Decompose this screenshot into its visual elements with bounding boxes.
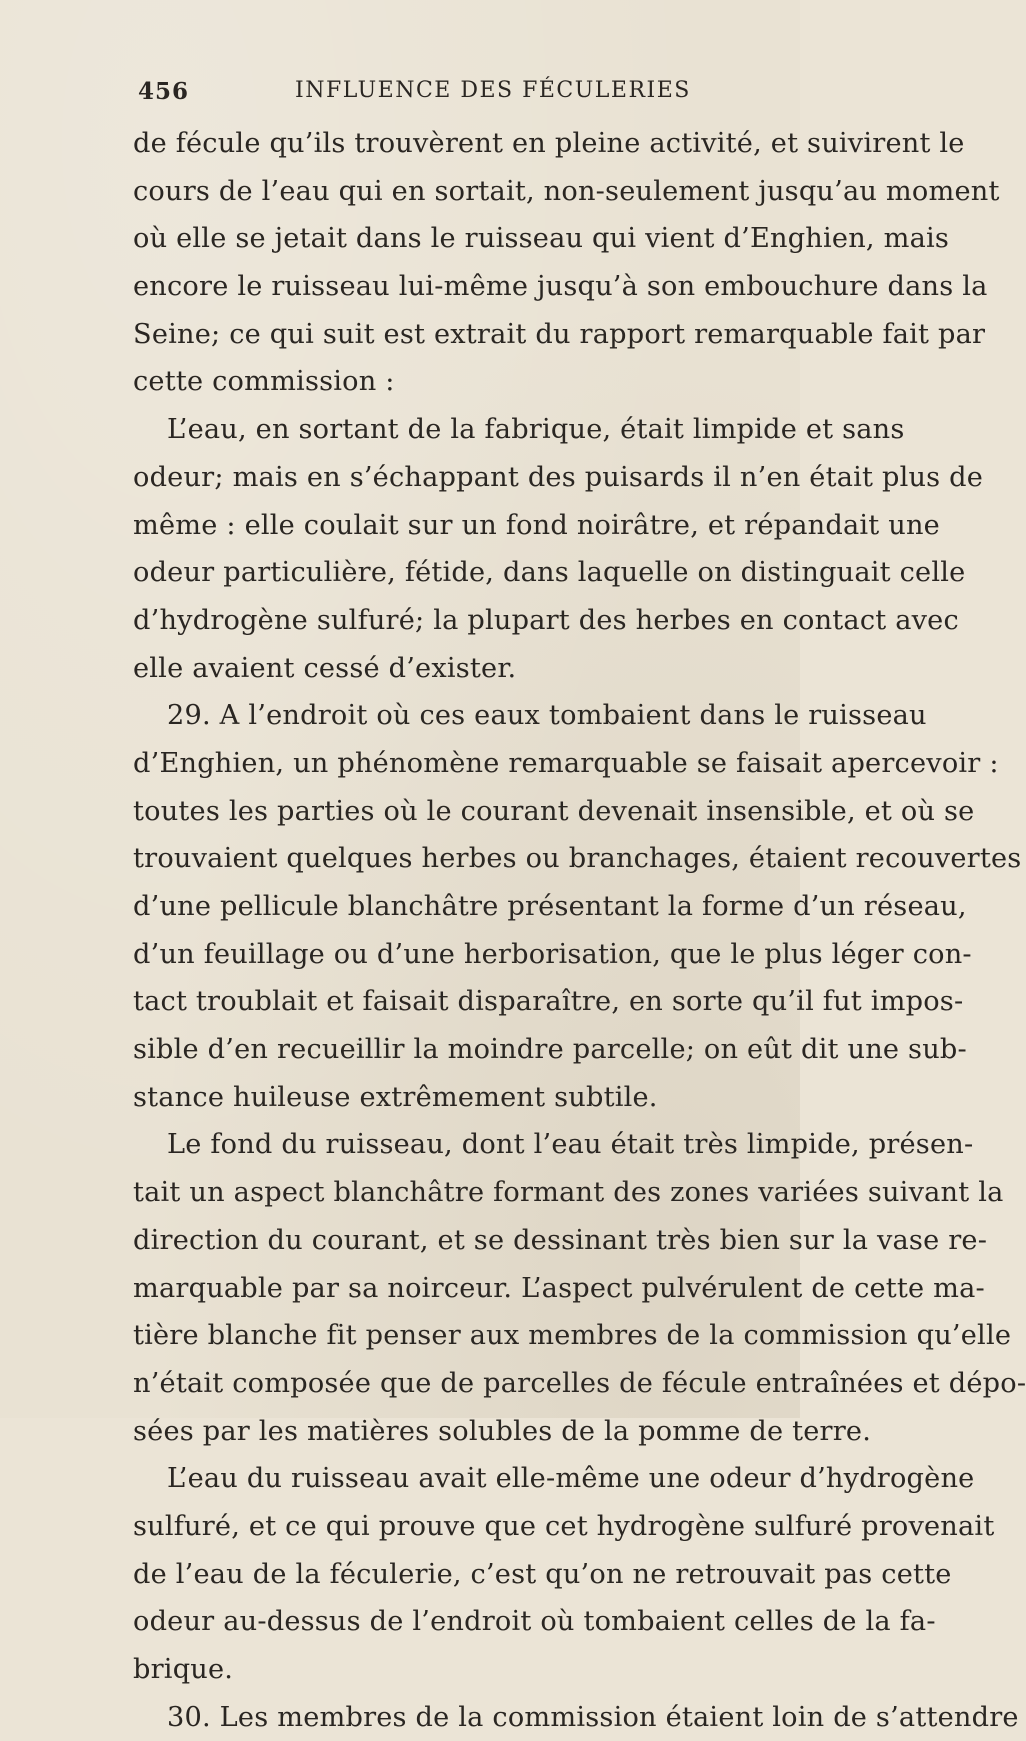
text-line: stance huileuse extrêmement subtile. bbox=[133, 1081, 658, 1113]
text-line: d’un feuillage ou d’une herborisation, que le plus léger con- bbox=[133, 938, 972, 970]
running-title: INFLUENCE DES FÉCULERIES bbox=[295, 78, 691, 103]
text-line: toutes les parties où le courant devenait insensible, et où se bbox=[133, 795, 975, 827]
text-line: encore le ruisseau lui-même jusqu’à son embouchure dans la bbox=[133, 271, 988, 303]
text-line: brique. bbox=[133, 1654, 234, 1685]
text-line: de l’eau de la féculerie, c’est qu’on ne retrouvait pas cette bbox=[133, 1558, 952, 1590]
text-line: odeur particulière, fétide, dans laquelle on distinguait celle bbox=[133, 557, 966, 589]
text-line: d’Enghien, un phénomène remarquable se faisait apercevoir : bbox=[133, 747, 999, 779]
text-line: sulfuré, et ce qui prouve que cet hydrogène sulfuré provenait bbox=[133, 1510, 995, 1542]
text-line: tière blanche fit penser aux membres de la commission qu’elle bbox=[133, 1320, 1012, 1352]
text-line: sible d’en recueillir la moindre parcelle; on eût dit une sub- bbox=[133, 1034, 967, 1066]
text-line: trouvaient quelques herbes ou branchages, étaient recouvertes bbox=[133, 843, 1022, 875]
body-text bbox=[133, 120, 1026, 1741]
page-header bbox=[0, 78, 800, 118]
text-line: n’était composée que de parcelles de fécule entraînées et dépo- bbox=[133, 1367, 1026, 1399]
text-line: direction du courant, et se dessinant très bien sur la vase re- bbox=[133, 1224, 988, 1256]
text-line: elle avaient cessé d’exister. bbox=[133, 652, 517, 684]
text-line: tait un aspect blanchâtre formant des zones variées suivant la bbox=[133, 1177, 1004, 1209]
text-line: cette commission : bbox=[133, 366, 395, 398]
text-line: L’eau du ruisseau avait elle-même une odeur d’hydrogène bbox=[167, 1463, 975, 1495]
text-line: d’hydrogène sulfuré; la plupart des herbes en contact avec bbox=[133, 604, 959, 636]
text-line: 30. Les membres de la commission étaient loin de s’attendre bbox=[167, 1701, 1019, 1733]
text-line: tact troublait et faisait disparaître, en sorte qu’il fut impos- bbox=[133, 986, 964, 1018]
text-line: sées par les matières solubles de la pomme de terre. bbox=[133, 1415, 872, 1447]
text-line: 29. A l’endroit où ces eaux tombaient dans le ruisseau bbox=[167, 700, 927, 732]
text-line: où elle se jetait dans le ruisseau qui vient d’Enghien, mais bbox=[133, 223, 950, 255]
text-line: L’eau, en sortant de la fabrique, était limpide et sans bbox=[167, 414, 905, 446]
text-line: odeur; mais en s’échappant des puisards il n’en était plus de bbox=[133, 461, 984, 493]
text-line: cours de l’eau qui en sortait, non-seulement jusqu’au moment bbox=[133, 175, 1000, 207]
text-line: Seine; ce qui suit est extrait du rapport remarquable fait par bbox=[133, 318, 986, 350]
text-line: de fécule qu’ils trouvèrent en pleine activité, et suivirent le bbox=[133, 128, 965, 159]
text-line: Le fond du ruisseau, dont l’eau était très limpide, présen- bbox=[167, 1129, 974, 1161]
text-line: d’une pellicule blanchâtre présentant la forme d’un réseau, bbox=[133, 891, 967, 922]
text-line: odeur au-dessus de l’endroit où tombaient celles de la fa- bbox=[133, 1606, 936, 1638]
text-line: même : elle coulait sur un fond noirâtre, et répandait une bbox=[133, 509, 940, 541]
page-number: 456 bbox=[138, 78, 190, 105]
text-line: marquable par sa noirceur. L’aspect pulvérulent de cette ma- bbox=[133, 1272, 985, 1304]
